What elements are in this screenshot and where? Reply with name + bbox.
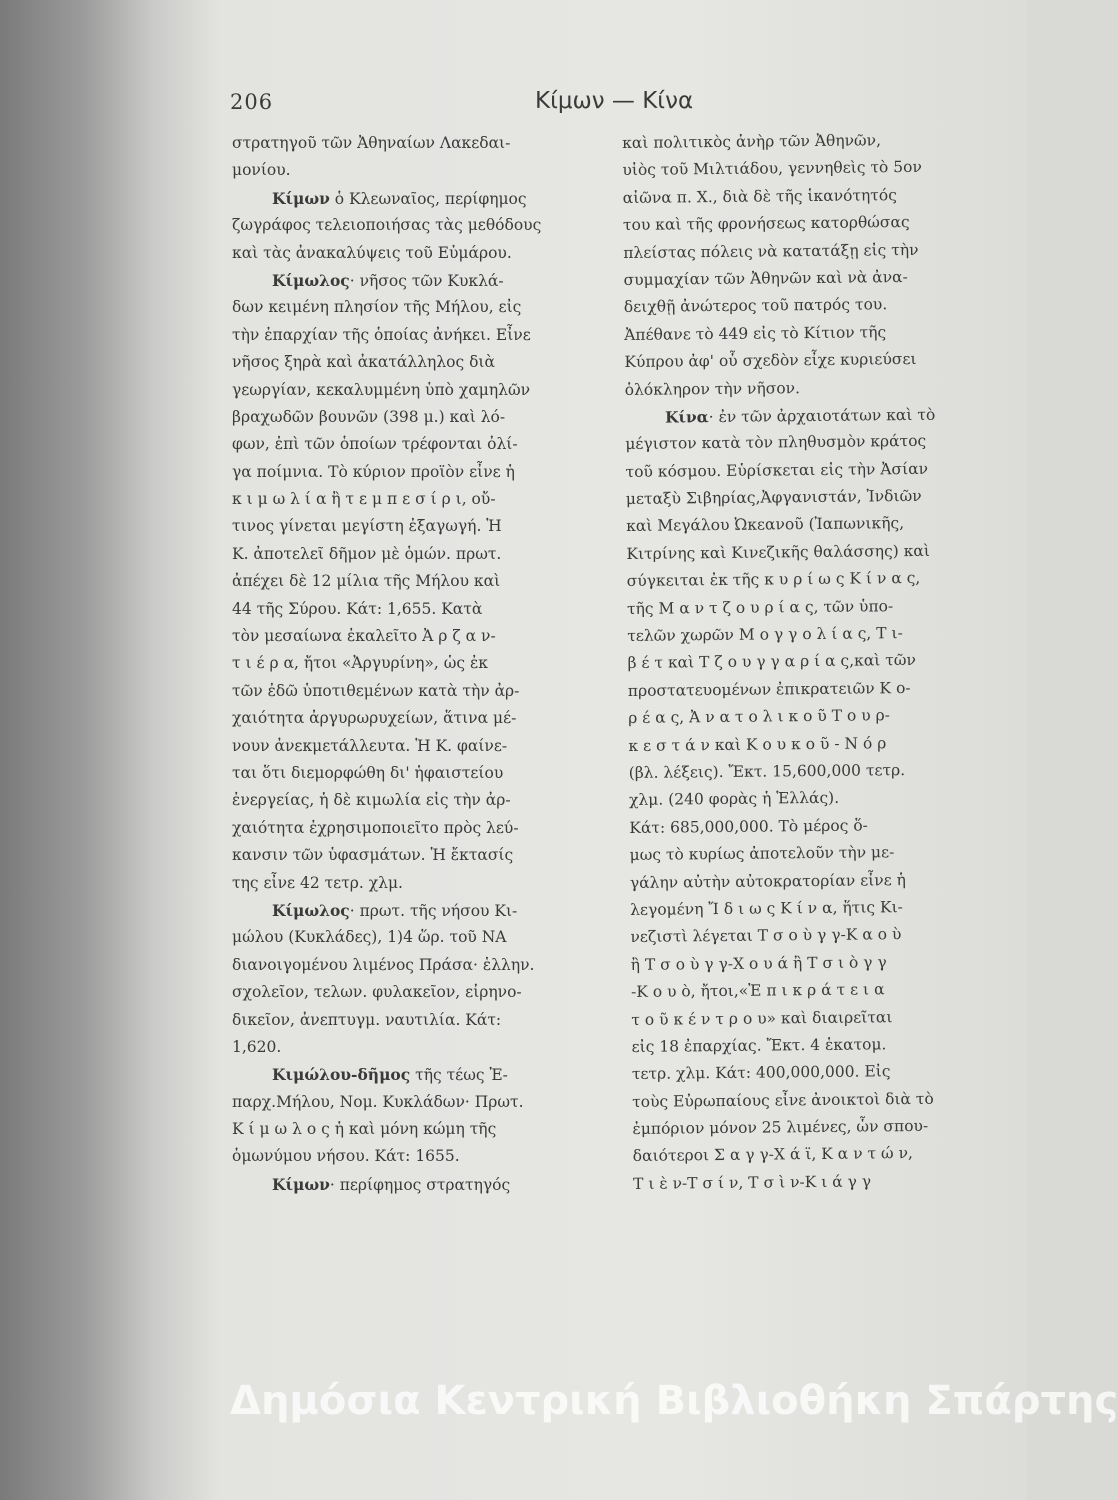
text-line bbox=[232, 1007, 572, 1034]
running-title: Κίμων — Κίνα bbox=[535, 88, 694, 114]
line-text: φων, ἐπὶ τῶν ὁποίων τρέφονται ὀλί- bbox=[232, 435, 518, 454]
line-text: μώλου (Κυκλάδες), 1)4 ὥρ. τοῦ ΝΑ bbox=[232, 928, 507, 947]
line-text: καὶ τὰς ἀνακαλύψεις τοῦ Εὐμάρου. bbox=[232, 243, 512, 262]
line-text: στρατηγοῦ τῶν Ἀθηναίων Λακεδαι- bbox=[232, 134, 511, 152]
line-text: προστατευομένων ἐπικρατειῶν Κ ο- bbox=[627, 678, 911, 700]
line-text: · νῆσος τῶν Κυκλά- bbox=[349, 271, 504, 290]
text-line bbox=[627, 619, 997, 650]
text-line bbox=[622, 126, 992, 157]
text-line bbox=[232, 760, 572, 787]
line-text: ται ὅτι διεμορφώθη δι' ἡφαιστείου bbox=[232, 763, 504, 782]
text-line bbox=[232, 377, 572, 404]
line-text: ἀπέχει δὲ 12 μίλια τῆς Μήλου καὶ bbox=[232, 572, 501, 591]
line-text: μεταξὺ Σιβηρίας,Ἀφγανιστάν, Ἰνδιῶν bbox=[625, 486, 922, 509]
text-line bbox=[232, 459, 572, 486]
text-line bbox=[625, 427, 995, 458]
line-text: μως τὸ κυρίως ἀποτελοῦν τὴν με- bbox=[629, 843, 895, 865]
line-text: -Κ ο υ ὸ, ἤτοι,«Ἐ π ι κ ρ ά τ ε ι α bbox=[630, 980, 885, 1002]
text-line bbox=[232, 1171, 572, 1198]
line-text: τὸν μεσαίωνα ἐκαλεῖτο Ἀ ρ ζ α ν- bbox=[232, 627, 496, 646]
line-text: Κ ί μ ω λ ο ς ἡ καὶ μόνη κώμη τῆς bbox=[232, 1120, 497, 1139]
page-header bbox=[230, 90, 1000, 130]
line-text: ὁλόκληρον τὴν νῆσον. bbox=[624, 378, 801, 399]
line-text: Κάτ: 685,000,000. Τὸ μέρος ὅ- bbox=[629, 816, 868, 837]
text-line bbox=[629, 756, 999, 787]
text-line bbox=[232, 267, 572, 294]
text-line bbox=[232, 897, 572, 924]
line-text: σχολεῖον, τελων. φυλακεῖον, εἰρηνο- bbox=[232, 983, 522, 1002]
text-line bbox=[630, 866, 1000, 897]
line-text: δαιότεροι Σ α γ γ-Χ ά ϊ, Κ α ν τ ώ ν, bbox=[632, 1144, 914, 1166]
text-line bbox=[232, 322, 572, 349]
line-text: γεωργίαν, κεκαλυμμένη ὑπὸ χαμηλῶν bbox=[232, 380, 531, 399]
line-text: αἰῶνα π. Χ., διὰ δὲ τῆς ἱκανότητός bbox=[622, 185, 897, 207]
line-text: πλείστας πόλεις νὰ κατατάξῃ εἰς τὴν bbox=[623, 240, 919, 262]
text-line bbox=[232, 568, 572, 595]
text-line bbox=[624, 345, 994, 376]
line-text: (βλ. λέξεις). Ἔκτ. 15,600,000 τετρ. bbox=[628, 761, 906, 782]
library-watermark: Δημόσια Κεντρική Βιβλιοθήκη Σπάρτης bbox=[230, 1378, 1118, 1424]
text-line bbox=[232, 1089, 572, 1116]
line-text: νουν ἀνεκμετάλλευτα. Ἡ Κ. φαίνε- bbox=[232, 736, 508, 755]
text-line bbox=[232, 240, 572, 267]
text-line bbox=[630, 893, 1000, 924]
text-line bbox=[232, 952, 572, 979]
text-line bbox=[623, 208, 993, 239]
text-line bbox=[232, 842, 572, 869]
text-line bbox=[232, 486, 572, 513]
line-text: χλμ. (240 φορὰς ἡ Ἑλλάς). bbox=[628, 789, 840, 810]
text-line bbox=[232, 924, 572, 951]
text-line bbox=[232, 870, 572, 897]
page-number: 206 bbox=[230, 90, 274, 114]
line-text: τῆς τέως Ἐ- bbox=[410, 1066, 508, 1085]
text-line bbox=[232, 596, 572, 623]
line-text: καὶ πολιτικὸς ἀνὴρ τῶν Ἀθηνῶν, bbox=[622, 131, 882, 152]
line-text: ζωγράφος τελειοποιήσας τὰς μεθόδους bbox=[232, 216, 542, 235]
line-text: ρ έ α ς, Ἀ ν α τ ο λ ι κ ο ῦ Τ ο υ ρ- bbox=[628, 706, 891, 728]
line-text: · πρωτ. τῆς νήσου Κι- bbox=[349, 901, 518, 920]
line-text: τινος γίνεται μεγίστη ἐξαγωγή. Ἡ bbox=[232, 517, 502, 536]
text-line bbox=[626, 537, 996, 568]
text-line bbox=[625, 373, 995, 404]
text-line bbox=[232, 623, 572, 650]
line-text: τελῶν χωρῶν Μ ο γ γ ο λ ί α ς, Τ ι- bbox=[627, 624, 903, 646]
entry-headword: Κίμωλος bbox=[272, 900, 350, 920]
line-text: νεζιστὶ λέγεται Τ σ ο ὺ γ γ-Κ α ο ὺ bbox=[630, 925, 902, 947]
text-line bbox=[631, 1030, 1001, 1061]
line-text: ὁ Κλεωναῖος, περίφημος bbox=[329, 189, 527, 208]
line-text: Κύπρου ἀφ' οὗ σχεδὸν εἶχε κυριεύσει bbox=[624, 350, 917, 372]
line-text: τ ι έ ρ α, ἤτοι «Ἀργυρίνη», ὡς ἐκ bbox=[232, 654, 488, 673]
text-line bbox=[629, 838, 999, 869]
text-line bbox=[632, 1112, 1002, 1143]
line-text: κανσιν τῶν ὑφασμάτων. Ἡ ἔκτασίς bbox=[232, 846, 514, 865]
text-line bbox=[232, 1116, 572, 1143]
text-line bbox=[232, 979, 572, 1006]
text-line bbox=[632, 1057, 1002, 1088]
book-binding-edge bbox=[0, 0, 150, 1500]
line-text: συμμαχίαν τῶν Ἀθηνῶν καὶ νὰ ἀνα- bbox=[623, 267, 908, 289]
text-line bbox=[625, 400, 995, 431]
line-text: ἐνεργείας, ἡ δὲ κιμωλία εἰς τὴν ἀρ- bbox=[232, 791, 511, 810]
text-line bbox=[623, 181, 993, 212]
line-text: παρχ.Μήλου, Νομ. Κυκλάδων· Πρωτ. bbox=[232, 1092, 524, 1111]
line-text: χαιότητα ἐχρησιμοποιεῖτο πρὸς λεύ- bbox=[232, 818, 519, 837]
text-line bbox=[625, 455, 995, 486]
line-text: μέγιστον κατὰ τὸν πληθυσμὸν κράτος bbox=[625, 432, 927, 454]
text-line bbox=[232, 787, 572, 814]
line-text: Ἀπέθανε τὸ 449 εἰς τὸ Κίτιον τῆς bbox=[624, 322, 887, 344]
line-text: δικεῖον, ἀνεπτυγμ. ναυτιλία. Κάτ: bbox=[232, 1010, 502, 1029]
text-line bbox=[232, 541, 572, 568]
text-line bbox=[627, 564, 997, 595]
line-text: τῶν ἐδῶ ὑποτιθεμένων κατὰ τὴν ἀρ- bbox=[232, 681, 520, 700]
line-text: λεγομένη Ἴ δ ι ω ς Κ ί ν α, ἥτις Κι- bbox=[630, 898, 903, 919]
text-line bbox=[232, 349, 572, 376]
text-line bbox=[633, 1140, 1003, 1171]
text-line bbox=[232, 431, 572, 458]
line-text: του καὶ τῆς φρονήσεως κατορθώσας bbox=[622, 213, 910, 235]
text-line bbox=[624, 318, 994, 349]
line-text: 1,620. bbox=[232, 1037, 282, 1056]
text-line bbox=[232, 705, 572, 732]
line-text: κ ε σ τ ά ν καὶ Κ ο υ κ ο ῦ - Ν ό ρ bbox=[628, 733, 887, 755]
line-text: γάλην αὐτὴν αὐτοκρατορίαν εἶνε ἡ bbox=[629, 870, 907, 892]
line-text: γα ποίμνια. Τὸ κύριον προϊὸν εἶνε ἡ bbox=[232, 462, 515, 481]
text-line bbox=[629, 811, 999, 842]
entry-headword: Κίνα bbox=[664, 407, 709, 427]
right-text-column bbox=[622, 126, 1003, 1198]
line-text: ἐμπόριον μόνον 25 λιμένες, ὧν σπου- bbox=[632, 1116, 929, 1139]
text-line bbox=[628, 729, 998, 760]
line-text: τοῦ κόσμου. Εὑρίσκεται εἰς τὴν Ἀσίαν bbox=[625, 459, 929, 481]
line-text: · ἐν τῶν ἀρχαιοτάτων καὶ τὸ bbox=[708, 405, 936, 427]
line-text: τ ο ῦ κ έ ν τ ρ ο υ» καὶ διαιρεῖται bbox=[631, 1007, 893, 1029]
line-text: β έ τ καὶ Τ ζ ο υ γ γ α ρ ί α ς,καὶ τῶν bbox=[627, 651, 916, 673]
entry-headword: Κίμωλος bbox=[272, 270, 350, 290]
line-text: βραχωδῶν βουνῶν (398 μ.) καὶ λό- bbox=[232, 407, 506, 426]
text-line bbox=[628, 674, 998, 705]
text-line bbox=[232, 294, 572, 321]
text-line bbox=[633, 1167, 1003, 1198]
text-line bbox=[626, 482, 996, 513]
text-line bbox=[232, 733, 572, 760]
text-line bbox=[622, 154, 992, 185]
text-line bbox=[630, 920, 1000, 951]
line-text: δειχθῇ ἀνώτερος τοῦ πατρός του. bbox=[623, 295, 888, 317]
line-text: σύγκειται ἐκ τῆς κ υ ρ ί ω ς Κ ί ν α ς, bbox=[626, 569, 921, 591]
text-line bbox=[632, 1085, 1002, 1116]
text-line bbox=[232, 1034, 572, 1061]
line-text: · περίφημος στρατηγός bbox=[329, 1175, 511, 1194]
line-text: τοὺς Εὐρωπαίους εἶνε ἀνοικτοὶ διὰ τὸ bbox=[632, 1089, 934, 1111]
line-text: ἢ Τ σ ο ὺ γ γ-Χ ο υ ά ἢ Τ σ ι ὸ γ γ bbox=[630, 952, 887, 974]
text-line bbox=[623, 263, 993, 294]
text-line bbox=[232, 185, 572, 212]
line-text: διανοιγομένου λιμένος Πράσα· ἑλλην. bbox=[232, 955, 535, 974]
line-text: της εἶνε 42 τετρ. χλμ. bbox=[232, 873, 403, 892]
left-text-column bbox=[232, 130, 572, 1198]
text-line bbox=[629, 783, 999, 814]
text-line bbox=[232, 1061, 572, 1088]
text-line bbox=[627, 647, 997, 678]
line-text: Κ. ἀποτελεῖ δῆμον μὲ ὁμών. πρωτ. bbox=[232, 544, 502, 563]
text-line bbox=[626, 510, 996, 541]
line-text: τὴν ἐπαρχίαν τῆς ὁποίας ἀνήκει. Εἶνε bbox=[232, 325, 531, 344]
entry-headword: Κιμώλου-δῆμος bbox=[272, 1065, 411, 1085]
line-text: κ ι μ ω λ ί α ἢ τ ε μ π ε σ ί ρ ι, οὔ- bbox=[232, 490, 496, 509]
text-line bbox=[628, 701, 998, 732]
line-text: καὶ Μεγάλου Ὠκεανοῦ (Ἰαπωνικῆς, bbox=[626, 514, 905, 536]
line-text: νῆσος ξηρὰ καὶ ἀκατάλληλος διὰ bbox=[232, 353, 495, 372]
text-line bbox=[624, 290, 994, 321]
line-text: υἱὸς τοῦ Μιλτιάδου, γεννηθεὶς τὸ 5ον bbox=[622, 158, 922, 180]
text-line bbox=[232, 404, 572, 431]
text-line bbox=[631, 975, 1001, 1006]
entry-headword: Κίμων bbox=[272, 1174, 330, 1194]
text-line bbox=[631, 1003, 1001, 1034]
line-text: Κιτρίνης καὶ Κινεζικῆς θαλάσσης) καὶ bbox=[626, 541, 931, 563]
line-text: δων κειμένη πλησίον τῆς Μήλου, εἰς bbox=[232, 298, 522, 317]
line-text: Τ ι ὲ ν-Τ σ ί ν, Τ σ ὶ ν-Κ ι ά γ γ bbox=[632, 1172, 872, 1193]
line-text: τετρ. χλμ. Κάτ: 400,000,000. Εἰς bbox=[631, 1062, 891, 1084]
line-text: χαιότητα ἀργυρωρυχείων, ἅτινα μέ- bbox=[232, 709, 517, 728]
text-line bbox=[232, 157, 572, 184]
line-text: τῆς Μ α ν τ ζ ο υ ρ ί α ς, τῶν ὑπο- bbox=[626, 596, 894, 618]
text-line bbox=[232, 513, 572, 540]
text-line bbox=[232, 1143, 572, 1170]
entry-headword: Κίμων bbox=[272, 188, 330, 208]
text-line bbox=[627, 592, 997, 623]
text-line bbox=[623, 236, 993, 267]
text-line bbox=[232, 650, 572, 677]
text-line bbox=[232, 212, 572, 239]
text-line bbox=[232, 130, 572, 157]
text-line bbox=[631, 948, 1001, 979]
line-text: 44 τῆς Σύρου. Κάτ: 1,655. Κατὰ bbox=[232, 599, 483, 618]
text-line bbox=[232, 678, 572, 705]
line-text: ὁμωνύμου νήσου. Κάτ: 1655. bbox=[232, 1147, 460, 1166]
text-line bbox=[232, 815, 572, 842]
line-text: εἰς 18 ἐπαρχίας. Ἔκτ. 4 ἑκατομ. bbox=[631, 1035, 887, 1056]
line-text: μονίου. bbox=[232, 161, 291, 180]
